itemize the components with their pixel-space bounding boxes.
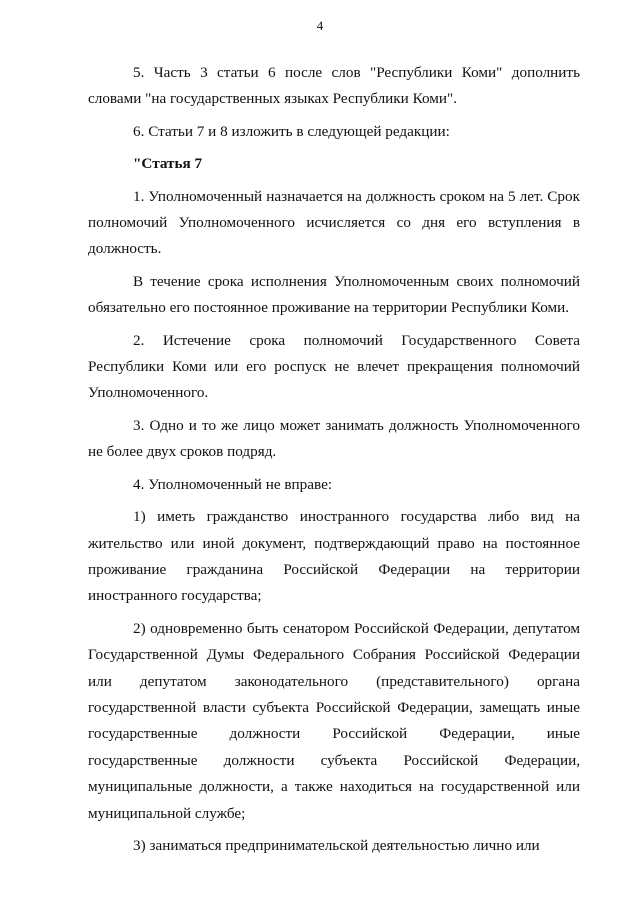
paragraph-part-4: 4. Уполномоченный не вправе: [133,475,333,493]
list-item-3: 3) заниматься предпринимательской деятельностью лично или [133,836,540,854]
paragraph-amendment-5: 5. Часть 3 статьи 6 после слов "Республики Коми" дополнить словами "на государственных языках Республики Коми". [88,64,580,108]
list-item-1: 1) иметь гражданство иностранного государства либо вид на жительство или иной документ, подтверждающий право на постоянное проживание гражданина Российской Федерации на территории иностранного государства; [88,508,580,605]
article-7-heading: "Статья 7 [133,155,203,173]
paragraph-part-2: 2. Истечение срока полномочий Государственного Совета Республики Коми или его роспуск не влечет прекращения полномочий Уполномоченного. [88,331,580,402]
page-number: 4 [316,18,324,33]
document-body [88,60,580,859]
paragraph-part-1: 1. Уполномоченный назначается на должность сроком на 5 лет. Срок полномочий Уполномоченного исчисляется со дня его вступления в должность. [88,187,580,258]
paragraph-residence: В течение срока исполнения Уполномоченным своих полномочий обязательно его постоянное проживание на территории Республики Коми. [88,272,580,317]
paragraph-amendment-6: 6. Статьи 7 и 8 изложить в следующей редакции: [133,122,450,140]
list-item-2: 2) одновременно быть сенатором Российской Федерации, депутатом Государственной Думы Федерального Собрания Российской Федерации или депутатом законодательного (представительного) органа государственной власти субъекта Российской Федерации, замещать иные государственные должности Российской Федерации, иные государственные должности субъекта Российской Федерации, муниципальные должности, а также находиться на государственной или муниципальной службе; [88,619,580,822]
paragraph-part-3: 3. Одно и то же лицо может занимать должность Уполномоченного не более двух сроков подряд. [88,416,580,461]
